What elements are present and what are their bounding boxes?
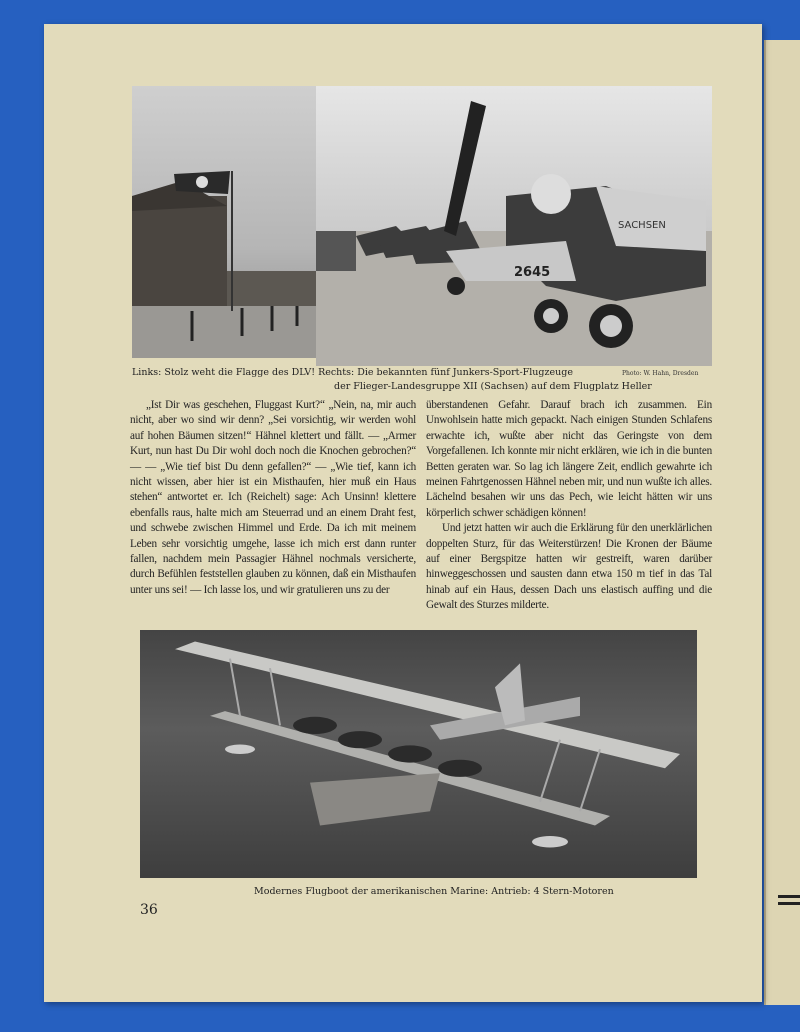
article-paragraph: überstandenen Gefahr. Darauf brach ich zusammen. Ein Unwohlsein hatte mich gepackt. Nach einigen Stunden Schlafens erwachte ich, wußte aber nicht das Geringste von dem Vorgefallenen. Ich konnte mir nicht erklären, wie ich in die bunten Betten geraten war. So lag ich längere Zeit, endlich gewahrte ich meinen Fahrtgenossen Hähnel neben mir, und nun wußte ich alles. Lächelnd besahen wir uns das Pech, wie leicht hätten wir uns körperlich schwer schädigen können! — [426, 399, 712, 519]
article-paragraph: „Ist Dir was geschehen, Fluggast Kurt?“ „Nein, na, mir auch nicht, aber wo sind wir denn? „Sei vorsichtig, wir werden wohl auf hohen Bäumen sitzen!“ Hähnel klettert und fällt. — „Armer Kurt, nun hast Du Dir wohl doch noch die Knochen gebrochen?“ — — „Wie tief bist Du denn gefallen?“ — „Wie tief, kann ich nicht wissen, aber hier ist ein Misthaufen, hier muß ein Haus stehen“ antwortet er. Ich (Reichelt) sage: Ach Unsinn! klettere ebenfalls raus, halte mich am Steuerrad und an einem Draht fest, und schwebe zwischen Himmel und Erde. Da ich mit meinem Leben sehr vorsichtig umgehe, lasse ich mich erst dann runter fallen, nachdem mein Passagier Hähnel nochmals versicherte, durch Befühlen feststellen glauben zu können, daß ein Misthaufen unter uns sei! — Ich lasse los, und wir gratulieren uns zu der — [130, 399, 416, 596]
article-right-column — [426, 398, 712, 614]
bottom-photo-caption: Modernes Flugboot der amerikanischen Marine: Antrieb: 4 Stern-Motoren — [254, 886, 614, 897]
article-left-column — [130, 398, 416, 598]
top-photo-caption-line2: der Flieger-Landesgruppe XII (Sachsen) auf dem Flugplatz Heller — [334, 381, 652, 392]
plane-marking-sachsen: SACHSEN — [618, 220, 666, 231]
photo-credit: Photo: W. Hahn, Dresden — [622, 370, 699, 377]
top-photo-caption-line1: Links: Stolz weht die Flagge des DLV! Rechts: Die bekannten fünf Junkers-Sport-Flugzeuge — [132, 367, 573, 378]
page-number: 36 — [140, 902, 158, 918]
photo-flag-hangar — [132, 86, 316, 358]
magazine-page — [44, 24, 762, 1002]
next-page-edge — [764, 40, 800, 1005]
plane-marking-2645: 2645 — [514, 265, 551, 280]
photo-junkers-planes — [316, 86, 712, 366]
article-paragraph: Und jetzt hatten wir auch die Erklärung für den unerklärlichen doppelten Sturz, für das Weiterstürzen! Die Kronen der Bäume auf einer Bergspitze hatten wir gestreift, waren darüber hinweggeschossen und sausten dann etwa 150 m tief in das Tal hinab auf ein Haus, dessen Dach uns elastisch auffing und die Gewalt des Sturzes milderte. — [426, 522, 712, 612]
photo-flying-boat — [140, 630, 697, 878]
next-page-rules — [778, 895, 800, 909]
